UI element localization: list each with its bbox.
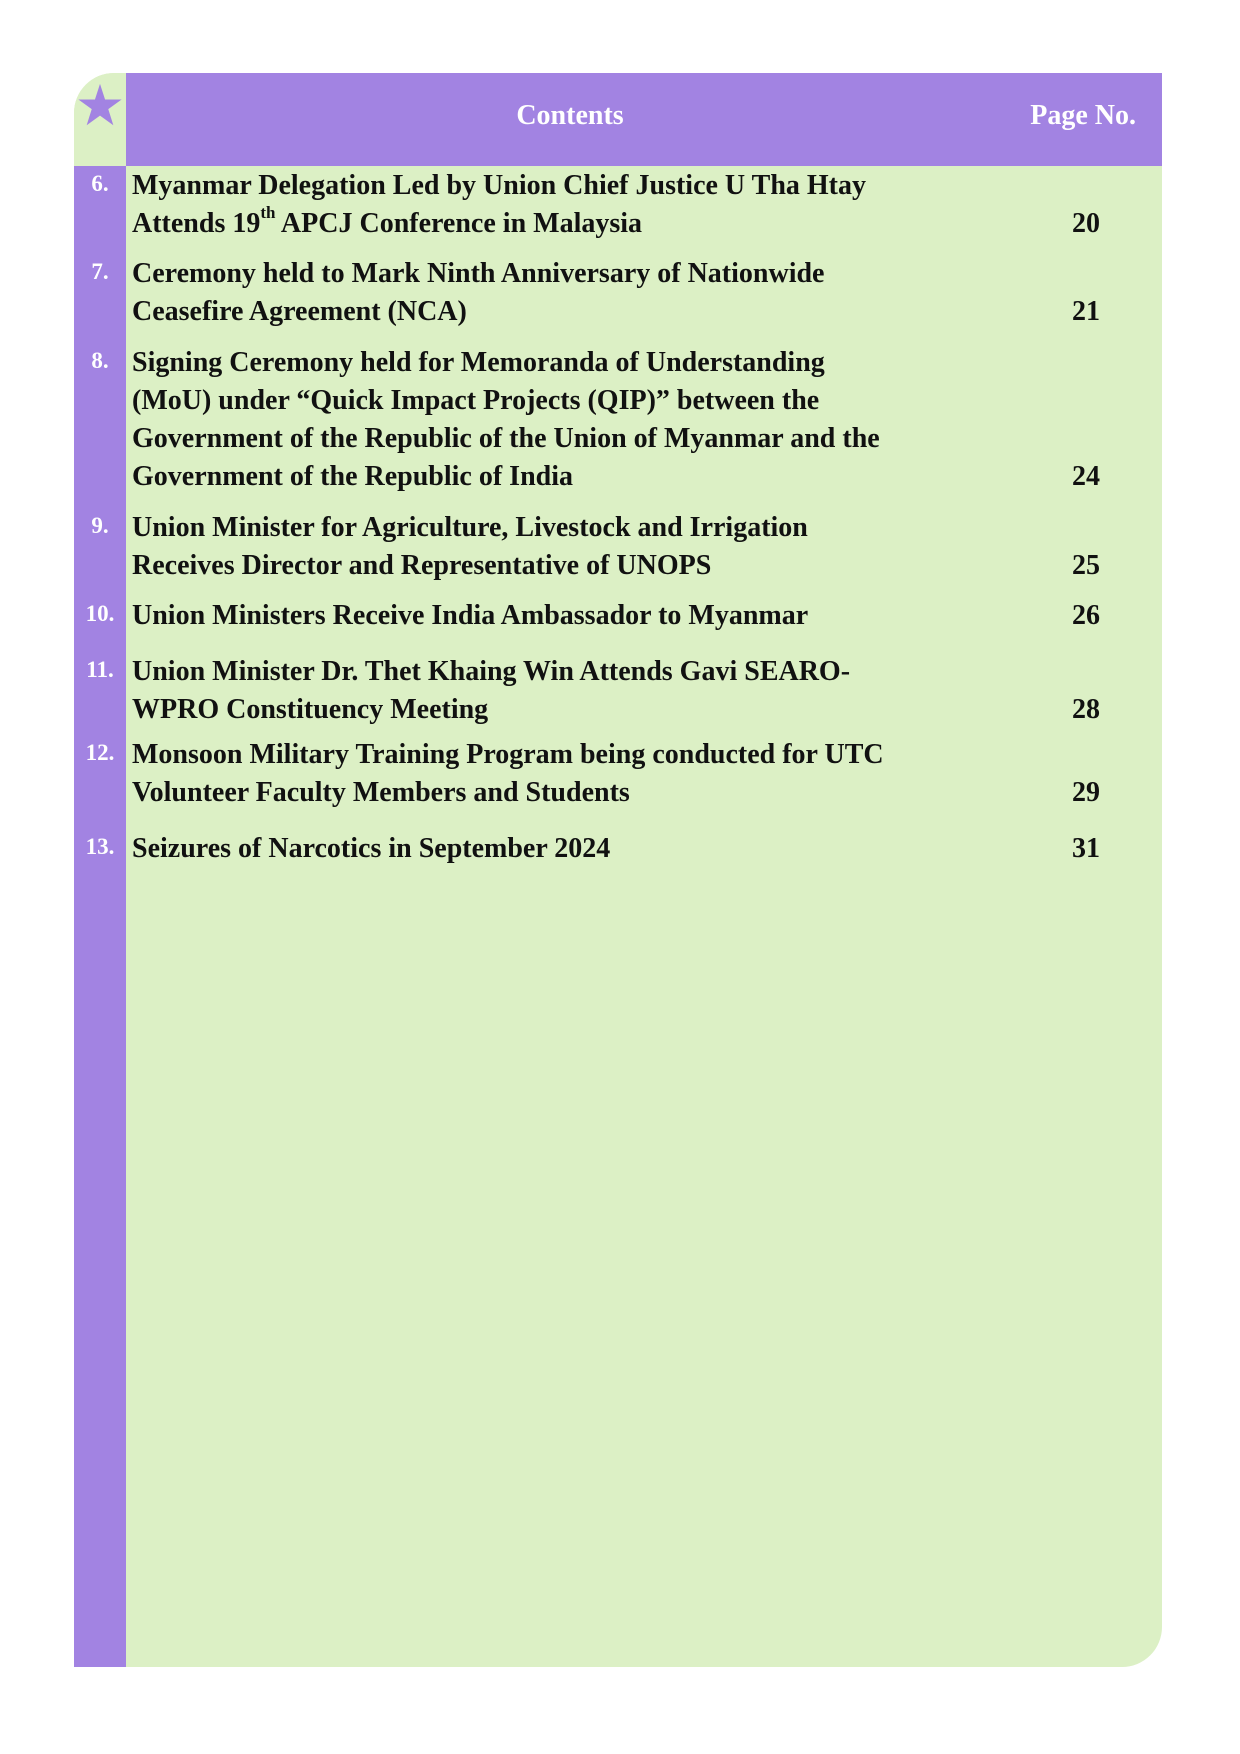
entry-number: 6. bbox=[91, 171, 109, 196]
entry-title[interactable] bbox=[132, 597, 962, 635]
entry-title[interactable] bbox=[132, 830, 962, 868]
entry-title-line: Myanmar Delegation Led by Union Chief Justice U Tha Htay bbox=[132, 170, 866, 201]
entry-title-line: WPRO Constituency Meeting bbox=[132, 694, 489, 725]
entry-page-number: 26 bbox=[1072, 600, 1100, 631]
contents-header bbox=[126, 73, 1162, 166]
entry-title-fragment: Attends 19 bbox=[132, 208, 261, 239]
entry-title[interactable] bbox=[132, 509, 962, 585]
entry-title[interactable] bbox=[132, 167, 962, 243]
entry-title-line: Monsoon Military Training Program being conducted for UTC bbox=[132, 739, 884, 770]
entry-page-number: 21 bbox=[1072, 296, 1100, 327]
entry-number: 8. bbox=[91, 348, 109, 373]
entry-number: 13. bbox=[85, 834, 115, 859]
entry-title-line: Union Minister for Agriculture, Livestock and Irrigation bbox=[132, 512, 808, 543]
entry-page-number: 20 bbox=[1072, 208, 1100, 239]
entry-title-line: Ceremony held to Mark Ninth Anniversary of Nationwide bbox=[132, 258, 825, 289]
entry-title-line: Seizures of Narcotics in September 2024 bbox=[132, 833, 611, 864]
entry-number: 11. bbox=[86, 657, 114, 682]
entry-page-number: 24 bbox=[1072, 461, 1100, 492]
page-number-heading: Page No. bbox=[1030, 100, 1136, 131]
entry-title-fragment: APCJ Conference in Malaysia bbox=[275, 208, 643, 239]
entry-number: 12. bbox=[85, 740, 115, 765]
entry-title[interactable] bbox=[132, 255, 962, 331]
entry-title-line bbox=[132, 202, 962, 243]
entry-title[interactable] bbox=[132, 344, 962, 496]
entry-number: 9. bbox=[91, 513, 109, 538]
entry-number: 10. bbox=[85, 601, 115, 626]
entry-title[interactable] bbox=[132, 736, 962, 812]
entry-number: 7. bbox=[91, 259, 109, 284]
superscript: th bbox=[260, 202, 276, 222]
contents-panel bbox=[74, 73, 1162, 1667]
entry-page-number: 28 bbox=[1072, 694, 1100, 725]
entry-title-line: Signing Ceremony held for Memoranda of Understanding bbox=[132, 347, 825, 378]
entry-title-line: Union Minister Dr. Thet Khaing Win Attends Gavi SEARO- bbox=[132, 656, 851, 687]
entry-title-line: Volunteer Faculty Members and Students bbox=[132, 777, 630, 808]
entry-title-line: Government of the Republic of India bbox=[132, 461, 573, 492]
entry-title-line: Government of the Republic of the Union of Myanmar and the bbox=[132, 423, 880, 454]
corner-block bbox=[74, 73, 126, 166]
entry-page-number: 25 bbox=[1072, 550, 1100, 581]
entry-title[interactable] bbox=[132, 653, 962, 729]
entry-title-line: (MoU) under “Quick Impact Projects (QIP)” between the bbox=[132, 385, 820, 416]
entry-title-line: Ceasefire Agreement (NCA) bbox=[132, 296, 467, 327]
star-icon bbox=[77, 82, 123, 128]
entry-title-line: Union Ministers Receive India Ambassador to Myanmar bbox=[132, 600, 809, 631]
entry-title-line: Receives Director and Representative of UNOPS bbox=[132, 550, 712, 581]
entry-page-number: 31 bbox=[1072, 833, 1100, 864]
entry-page-number: 29 bbox=[1072, 777, 1100, 808]
contents-heading: Contents bbox=[516, 100, 624, 131]
side-bar bbox=[74, 166, 126, 1667]
